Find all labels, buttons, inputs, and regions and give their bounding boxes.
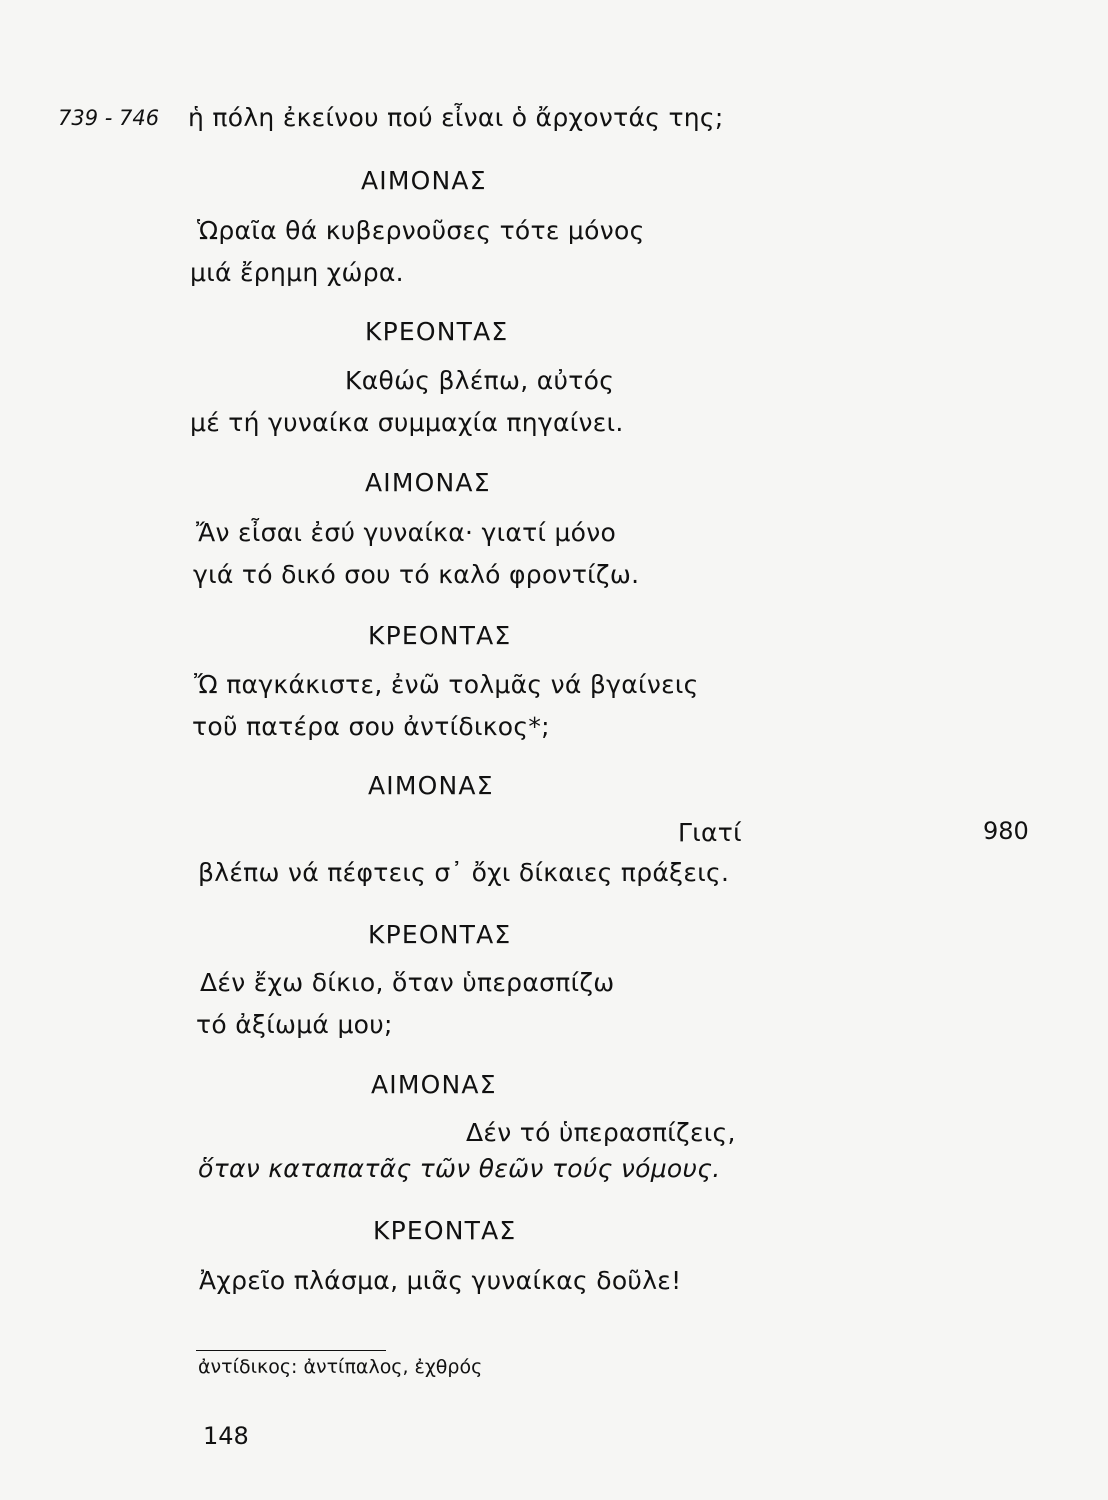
verse-line: μιά ἔρημη χώρα.: [190, 258, 404, 287]
verse-line: ὅταν καταπατᾶς τῶν θεῶν τούς νόμους.: [198, 1154, 721, 1183]
speaker-label: ΑΙΜΟΝΑΣ: [368, 771, 494, 800]
speaker-label: ΚΡΕΟΝΤΑΣ: [373, 1216, 517, 1245]
verse-line: τό ἀξίωμά μου;: [196, 1010, 393, 1039]
verse-line: τοῦ πατέρα σου ἀντίδικος*;: [192, 712, 550, 741]
verse-line: Δέν τό ὑπερασπίζεις,: [466, 1118, 736, 1147]
page-number: 148: [203, 1422, 249, 1450]
verse-line: Ἀχρεῖο πλάσμα, μιᾶς γυναίκας δοῦλε!: [199, 1266, 682, 1295]
speaker-label: ΑΙΜΟΝΑΣ: [371, 1070, 497, 1099]
verse-line: ἡ πόλη ἐκείνου πού εἶναι ὁ ἄρχοντάς της;: [188, 103, 724, 132]
speaker-label: ΑΙΜΟΝΑΣ: [365, 468, 491, 497]
speaker-label: ΚΡΕΟΝΤΑΣ: [368, 920, 512, 949]
footnote-rule: [196, 1350, 386, 1351]
verse-line: γιά τό δικό σου τό καλό φροντίζω.: [193, 560, 640, 589]
verse-line: Καθώς βλέπω, αὐτός: [345, 366, 615, 395]
verse-line: μέ τή γυναίκα συμμαχία πηγαίνει.: [190, 408, 624, 437]
speaker-label: ΑΙΜΟΝΑΣ: [361, 166, 487, 195]
line-range-reference: 739 - 746: [58, 106, 160, 130]
verse-line: Ἄν εἶσαι ἐσύ γυναίκα· γιατί μόνο: [196, 518, 617, 547]
verse-line: βλέπω νά πέφτεις σ᾽ ὄχι δίκαιες πράξεις.: [198, 858, 730, 887]
footnote: ἀντίδικος: ἀντίπαλος, ἐχθρός: [198, 1356, 483, 1378]
verse-line: Ὡραῖα θά κυβερνοῦσες τότε μόνος: [197, 216, 645, 245]
verse-line: Δέν ἔχω δίκιο, ὅταν ὑπερασπίζω: [200, 968, 615, 997]
speaker-label: ΚΡΕΟΝΤΑΣ: [368, 621, 512, 650]
speaker-label: ΚΡΕΟΝΤΑΣ: [365, 317, 509, 346]
verse-line: Ὤ παγκάκιστε, ἐνῶ τολμᾶς νά βγαίνεις: [194, 670, 699, 699]
line-number-marker: 980: [983, 817, 1029, 845]
verse-line: Γιατί: [678, 818, 742, 847]
